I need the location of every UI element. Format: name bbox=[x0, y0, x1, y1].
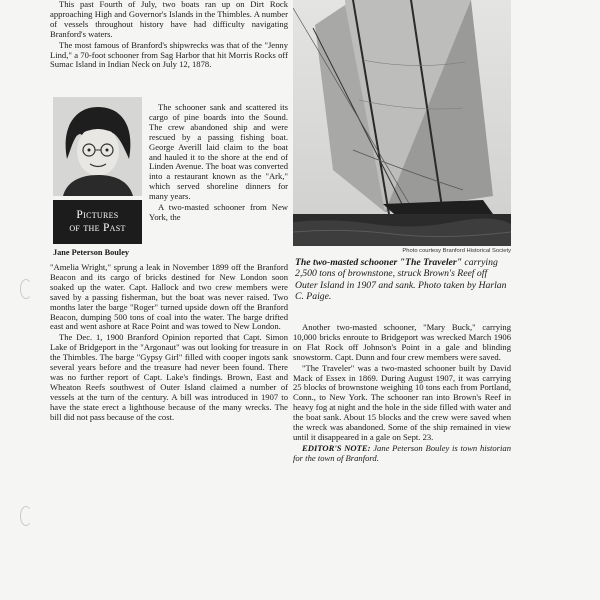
side-paragraphs bbox=[149, 103, 288, 223]
article-paragraph: "The Traveler" was a two-masted schooner built by David Mack of Essex in 1869. During August 1907, it was carrying 25 blocks of brownstone weighing 10 tons each from Portland, Conn., to New York. The schooner ran into Brown's Reef in heavy fog at night and the hole in the side filled with water and the boat sank. About 15 blocks and the crew were saved when the wreck was abandoned. Some of the ship remained in view until it disappeared in a gale on Sept. 23. bbox=[293, 362, 511, 442]
article-paragraph: This past Fourth of July, two boats ran up on Dirt Rock approaching High and Governor's Islands in the Thimbles. A number of vessels throughout history have had difficulty navigating Branford's waters. bbox=[50, 0, 288, 39]
photo-caption bbox=[295, 257, 511, 303]
editor-note-label: EDITOR'S NOTE: bbox=[302, 442, 371, 453]
lower-paragraphs bbox=[50, 263, 288, 423]
column-banner-line: of the Past bbox=[69, 222, 126, 234]
editor-note-text: Jane Peterson Bouley is town historian for the town of Branford. bbox=[293, 442, 511, 463]
article-paragraph: A two-masted schooner from New York, the bbox=[149, 202, 288, 222]
author-portrait bbox=[53, 97, 142, 196]
intro-paragraphs bbox=[50, 0, 288, 70]
column-banner bbox=[53, 200, 142, 244]
binder-hole-mark bbox=[20, 506, 32, 526]
right-column bbox=[293, 0, 511, 540]
article-paragraph: "Amelia Wright," sprung a leak in November 1899 off the Branford Beacon and its cargo of bricks destined for New London soon soaked up the water. Capt. Hallock and two crew members were saved by a passing fisherman, but the boat was never raised. Two months later the barge "Roger" turned upside down off the Branford Beacon, dumping 500 tons of coal into the water. The barge drifted east and went ashore at Race Point and was towed to New London. bbox=[50, 262, 288, 332]
binder-hole-mark bbox=[20, 279, 32, 299]
column-banner-line: Pictures bbox=[76, 209, 119, 221]
caption-lead: The two-masted schooner "The Traveler" bbox=[295, 257, 462, 268]
photo-credit: Photo courtesy Branford Historical Society bbox=[402, 248, 511, 254]
article-paragraph: Another two-masted schooner, "Mary Buck," carrying 10,000 bricks enroute to Bridgeport was wrecked March 1906 on Flat Rock off Johnson's Point in a gale and blinding snowstorm. Capt. Dunn and four crew members were saved. bbox=[293, 322, 511, 362]
schooner-photo bbox=[293, 0, 511, 246]
editor-note bbox=[293, 444, 511, 464]
left-column bbox=[50, 0, 288, 535]
article-paragraph: The most famous of Branford's shipwrecks was that of the "Jenny Lind," a 70-foot schooner from Sag Harbor that hit Morris Rocks off Sumac Island in Indian Neck on July 12, 1878. bbox=[50, 39, 288, 70]
caption-text: carrying 2,500 tons of brownstone, struck Brown's Reef off Outer Island in 1907 and sank. Photo taken by Harlan C. Paige. bbox=[295, 257, 507, 303]
article-paragraph: The Dec. 1, 1900 Branford Opinion reported that Capt. Simon Lake of Bridgeport in the "Argonaut" was out looking for treasure in the Thimbles. The barge "Gypsy Girl" filled with cooper ingots sank several years before and the treasure had never been found. There was no further report of Capt. Lake's findings. Brown, East and Wheaton Reefs southwest of Outer Island claimed a number of vessels at the turn of the century. A bill was introduced in 1907 to have the state erect a lighthouse because of the many wrecks. The bill did not pass because of the cost. bbox=[50, 332, 288, 422]
article-paragraph: The schooner sank and scattered its cargo of pine boards into the Sound. The crew abandoned ship and were rescued by a passing fishing boat. George Averill laid claim to the boat and hauled it to the shore at the end of Linden Avenue. The boat was converted into a restaurant known as the "Ark," which served shoreline dinners for many years. bbox=[149, 102, 288, 202]
right-paragraphs bbox=[293, 323, 511, 464]
author-byline: Jane Peterson Bouley bbox=[53, 248, 130, 257]
